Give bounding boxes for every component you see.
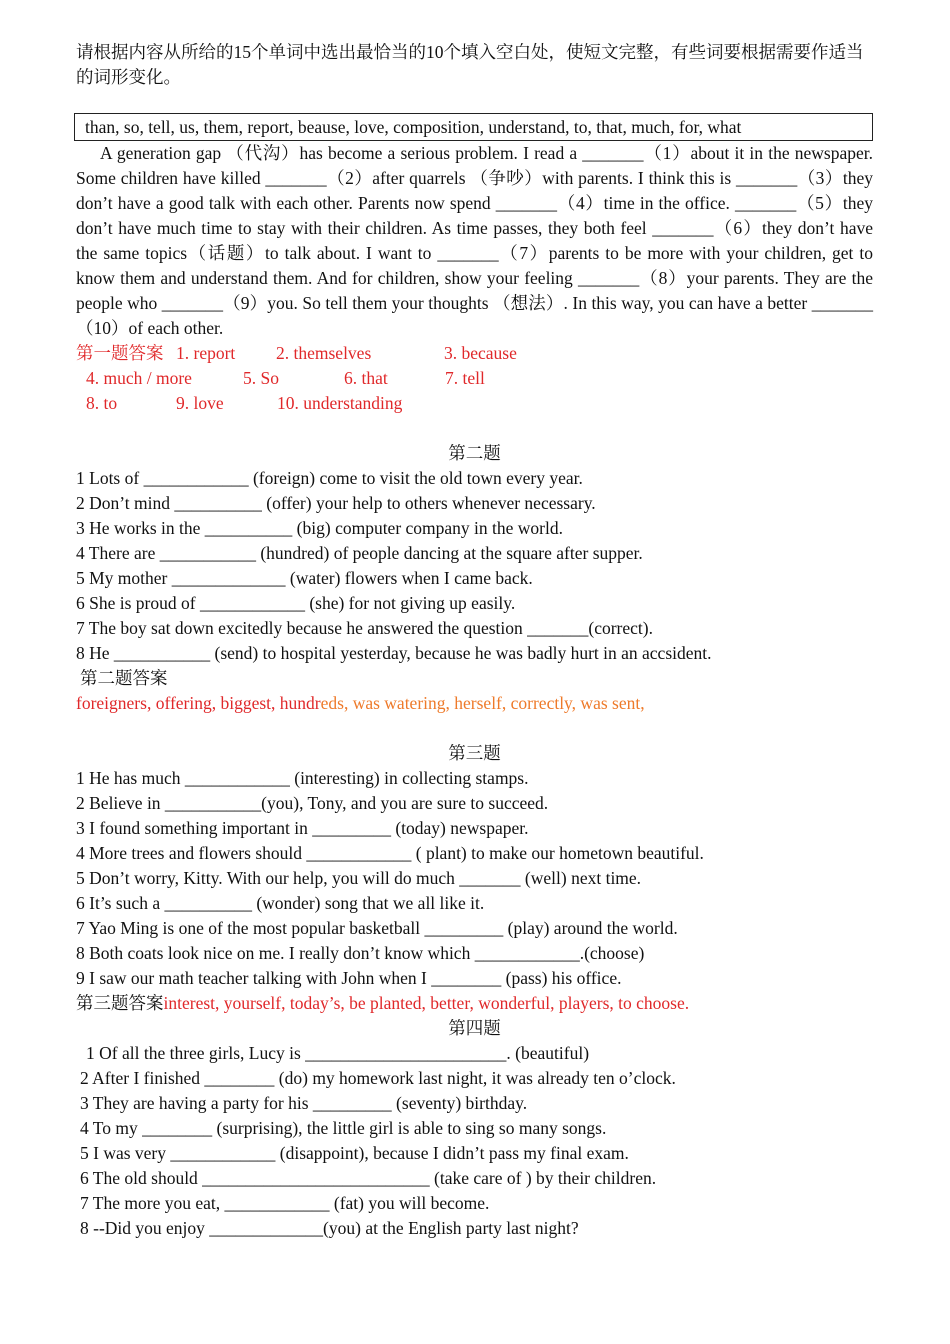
section2-item: 4 There are ___________ (hundred) of people dancing at the square after supper. [76,543,643,563]
section3-item: 7 Yao Ming is one of the most popular basketball _________ (play) around the world. [76,918,678,938]
section3-item: 1 He has much ____________ (interesting) in collecting stamps. [76,768,529,788]
section4-item: 8 --Did you enjoy _____________(you) at the English party last night? [80,1218,579,1238]
answer-4: 4. much / more [86,368,192,388]
section2-item: 3 He works in the __________ (big) computer company in the world. [76,518,563,538]
section1-answers-row3 [76,391,873,416]
section3-item: 4 More trees and flowers should ____________ ( plant) to make our hometown beautiful. [76,843,704,863]
section3-item: 2 Believe in ___________(you), Tony, and you are sure to succeed. [76,793,549,813]
answer-8: 8. to [86,393,118,413]
section2-item: 2 Don’t mind __________ (offer) your help to others whenever necessary. [76,493,596,513]
section1-answers-row2 [76,366,873,391]
section4-item: 7 The more you eat, ____________ (fat) you will become. [80,1193,490,1213]
section4-item: 3 They are having a party for his _________ (seventy) birthday. [80,1093,528,1113]
section2-item: 1 Lots of ____________ (foreign) come to visit the old town every year. [76,468,583,488]
section3-item: 3 I found something important in _________ (today) newspaper. [76,818,529,838]
answer-2: 2. themselves [276,343,372,363]
answer-7: 7. tell [445,368,485,388]
section2-item: 8 He ___________ (send) to hospital yesterday, because he was badly hurt in an accsident. [76,643,712,663]
instructions: 请根据内容从所给的15个单词中选出最恰当的10个填入空白处，使短文完整，有些词要根据需要作适当的词形变化。 [76,42,864,87]
section2-item: 5 My mother _____________ (water) flowers when I came back. [76,568,533,588]
section4-item: 2 After I finished ________ (do) my homework last night, it was already ten o’clock. [80,1068,676,1088]
section2-item: 7 The boy sat down excitedly because he answered the question _______(correct). [76,618,653,638]
section2-answers-orange: eds, was watering, herself, correctly, was sent, [320,693,645,713]
section1-answers-row1 [76,341,873,366]
section3-item: 5 Don’t worry, Kitty. With our help, you will do much _______ (well) next time. [76,868,642,888]
section1-answer-label: 第一题答案 [76,343,164,363]
section4-item: 6 The old should __________________________ (take care of ) by their children. [80,1168,657,1188]
section3-item: 9 I saw our math teacher talking with John when I ________ (pass) his office. [76,968,622,988]
word-bank: than, so, tell, us, them, report, beause, love, composition, understand, to, that, much, for, what [85,117,742,137]
section2-answer-label: 第二题答案 [80,668,168,688]
word-bank-box [74,113,873,141]
worksheet [76,40,873,1241]
answer-9: 9. love [176,393,224,413]
section3-answer-label: 第三题答案 [76,993,164,1013]
section4-item: 4 To my ________ (surprising), the little girl is able to sing so many songs. [80,1118,607,1138]
section2-item: 6 She is proud of ____________ (she) for not giving up easily. [76,593,516,613]
section4-item: 1 Of all the three girls, Lucy is _______________________. (beautiful) [86,1043,590,1063]
section3-answers [76,991,873,1016]
cloze-passage: A generation gap （代沟）has become a serious problem. I read a _______（1）about it in the newspaper. Some children have killed _______（2）after quarrels （争吵）with parents. I think this is _______（3）they don’t have a good talk with each other. Parents now spend _______（4）time in the office. _______（5）they don’t have much time to stay with their children. As time passes, they both feel _______（6）they don’t have the same topics（话题）to talk about. I want to _______（7）parents to be more with your children, get to know them and understand them. And for children, show your feeling _______（8）your parents. They are the people who _______（9）you. So tell them your thoughts （想法）. In this way, you can have a better _______（10）of each other. [76,143,873,338]
section3-title: 第三题 [448,743,501,763]
section2-answers [76,691,873,716]
answer-3: 3. because [444,343,517,363]
section3-item: 6 It’s such a __________ (wonder) song that we all like it. [76,893,485,913]
answer-5: 5. So [243,368,279,388]
answer-1: 1. report [176,343,236,363]
answer-10: 10. understanding [277,393,403,413]
section4-title: 第四题 [448,1018,501,1038]
section3-answers-text: interest, yourself, today’s, be planted, better, wonderful, players, to choose. [163,993,690,1013]
section2-title: 第二题 [448,443,501,463]
section3-item: 8 Both coats look nice on me. I really don’t know which ____________.(choose) [76,943,645,963]
section4-item: 5 I was very ____________ (disappoint), because I didn’t pass my final exam. [80,1143,629,1163]
section2-answers-red: foreigners, offering, biggest, hundr [76,693,321,713]
answer-6: 6. that [344,368,388,388]
